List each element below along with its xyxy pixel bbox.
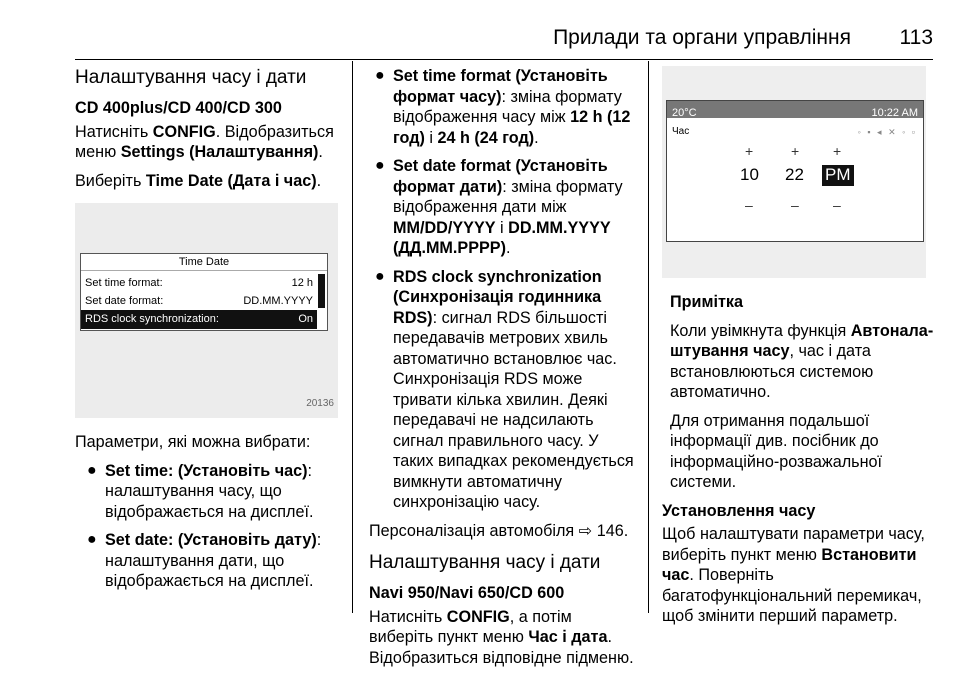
ampm-value: PM (822, 165, 854, 186)
menu-row-rds-sync: RDS clock synchronization: On (81, 310, 317, 329)
header-rule (75, 59, 933, 60)
bullet-icon: ● (375, 157, 385, 174)
column-3 (662, 66, 934, 635)
note-paragraph-1: Коли увімкнута функція Автонала-штування часу, час і дата встановлюються системою автоматично. (670, 321, 934, 401)
bullet-icon: ● (375, 267, 385, 285)
paragraph-navi-config: Натисніть CONFIG, а потім виберіть пункт меню Час і дата. Відобразиться відповідне підменю. (369, 607, 634, 667)
figure-number: 20136 (306, 397, 334, 409)
column-2 (369, 66, 639, 676)
options-list (75, 461, 343, 592)
minute-value: 22 (785, 165, 804, 184)
menu-row-time-format: Set time format: 12 h (85, 277, 313, 289)
page-title: Прилади та органи управління (553, 26, 851, 49)
temperature: 20°C (672, 107, 697, 119)
note-paragraph-2: Для отримання подальшої інформації див. посібник до інформаційно-розважальної системи. (670, 411, 883, 491)
scrollbar (318, 274, 325, 308)
list-item: ● Set time: (Установіть час): налаштування часу, що відображається на дисплеї. (87, 461, 314, 521)
column-1 (75, 66, 343, 600)
page-reference-icon: ⇨ (578, 521, 593, 540)
bullet-icon: ● (375, 67, 385, 84)
figure-time-date-screen (75, 203, 338, 418)
hour-minus-icon: – (745, 197, 753, 213)
page-header (75, 26, 933, 60)
paragraph-config: Натисніть CONFIG. Відобразиться меню Settings (Налаштування). (75, 122, 334, 161)
bullet-icon: ● (87, 531, 97, 548)
display-screen (666, 100, 924, 242)
paragraph-select: Виберіть Time Date (Дата і час). (75, 171, 322, 190)
options-intro: Параметри, які можна вибрати: (75, 433, 311, 451)
note-title: Примітка (670, 293, 743, 311)
minute-minus-icon: – (791, 197, 799, 213)
list-item: ● Set date format (Установіть формат дати): зміна формату відображення дати між MM/DD/YYYY і DD.MM.YYYY (ДД.ММ.РРРР). (375, 157, 623, 257)
section-heading: Налаштування часу і дати (75, 67, 307, 88)
screen-label: Час (672, 126, 690, 137)
section-subheading-navi: Navi 950/Navi 650/CD 600 (369, 584, 565, 602)
status-icons: ◦ ▪ ◂ ✕ ◦ ▫ (857, 127, 917, 137)
screen-title: Time Date (81, 254, 327, 271)
paragraph-set-time: Щоб налаштувати параметри часу, виберіть пункт меню Встановити час. Поверніть багатофункціональний перемикач, щоб змінити перший параметр. (662, 525, 925, 625)
personalization-reference: Персоналізація автомобіля ⇨ 146. (369, 521, 629, 540)
section-heading-set-time: Установлення часу (662, 501, 816, 520)
ampm-plus-icon: + (833, 143, 842, 159)
clock: 10:22 AM (871, 107, 918, 119)
minute-plus-icon: + (791, 143, 800, 159)
list-item: ● Set time format (Установіть формат часу): зміна формату відображення часу між 12 h (12 год) і 24 h (24 год). (375, 67, 631, 147)
column-divider-1 (352, 61, 353, 613)
figure-time-setting-screen (662, 66, 926, 278)
section-subheading: CD 400plus/CD 400/CD 300 (75, 99, 282, 117)
hour-plus-icon: + (745, 143, 754, 159)
column-divider-2 (648, 61, 649, 613)
page-number: 113 (899, 26, 933, 49)
list-item: ● Set date: (Установіть дату): налаштування дати, що відображається на дисплеї. (87, 531, 322, 590)
display-screen (80, 253, 328, 331)
bullet-icon: ● (87, 461, 97, 479)
ampm-minus-icon: – (833, 197, 841, 213)
menu-row-date-format: Set date format: DD.MM.YYYY (85, 295, 313, 307)
note-box (662, 292, 934, 493)
section-heading-navi: Налаштування часу і дати (369, 552, 601, 573)
format-options-list (369, 66, 639, 513)
list-item: ● RDS clock synchronization (Синхронізація годинника RDS): сигнал RDS більшості передавачів метрових хвиль автоматично встановлює час. Синхронізація RDS може тривати кілька хвилин. Деякі передавачі не надсилають сигнал правильного часу. У таких випадках рекомендується вимкнути автоматичну синхронізацію часу. (375, 267, 634, 511)
hour-value: 10 (740, 165, 759, 184)
status-bar (667, 101, 923, 118)
